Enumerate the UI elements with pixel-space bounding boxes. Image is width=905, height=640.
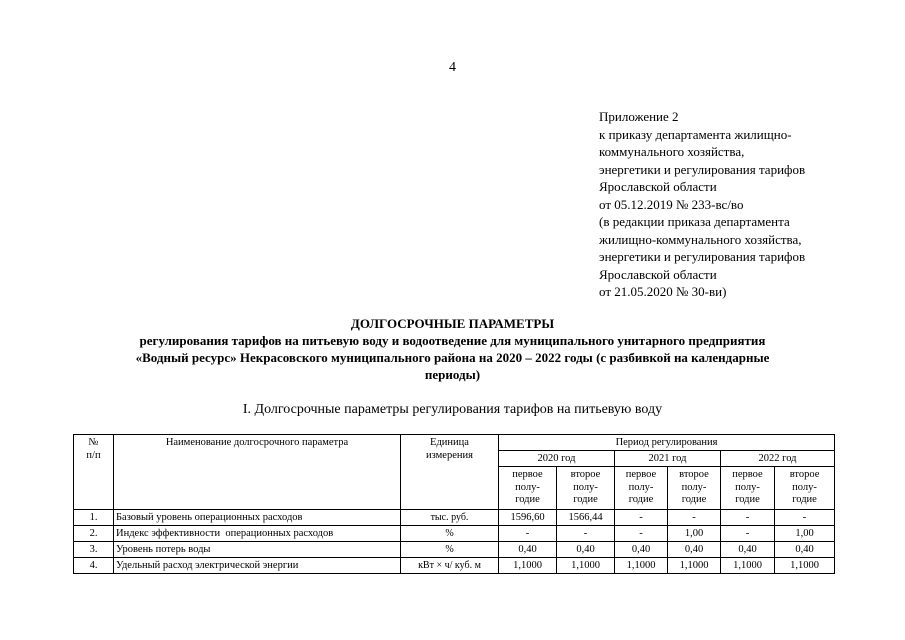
row-value: 1,1000 (557, 557, 615, 573)
row-value: - (615, 525, 668, 541)
page-number: 4 (449, 60, 456, 75)
row-num: 4. (74, 557, 114, 573)
header-year-2021: 2021 год (615, 451, 721, 467)
header-year-2022: 2022 год (721, 451, 835, 467)
appendix-line: жилищно-коммунального хозяйства, (599, 231, 802, 247)
title-line-3: «Водный ресурс» Некрасовского муниципального района на 2020 – 2022 годы (с разбивкой на календарные (135, 350, 770, 365)
row-value: - (721, 525, 775, 541)
row-value: - (775, 509, 835, 525)
header-unit: Единица измерения (401, 435, 499, 510)
appendix-line: от 05.12.2019 № 233-вс/во (599, 196, 744, 212)
appendix-line: энергетики и регулирования тарифов (599, 161, 806, 177)
row-value: 1,1000 (615, 557, 668, 573)
header-half: первое полу- годие (615, 467, 668, 510)
row-unit: % (401, 525, 499, 541)
title-line-4: периоды) (424, 367, 481, 382)
row-value: - (668, 509, 721, 525)
appendix-line: от 21.05.2020 № 30-ви) (599, 284, 727, 299)
header-half: первое полу- годие (721, 467, 775, 510)
row-value: - (721, 509, 775, 525)
row-value: 1,1000 (775, 557, 835, 573)
appendix-line: Ярославской области (599, 266, 717, 282)
document-title (60, 315, 845, 383)
row-name: Базовый уровень операционных расходов (114, 509, 401, 525)
title-line-2: регулирования тарифов на питьевую воду и водоотведение для муниципального унитарного предприятия (139, 333, 766, 348)
row-value: 1,1000 (668, 557, 721, 573)
row-num: 3. (74, 541, 114, 557)
row-value: 0,40 (721, 541, 775, 557)
row-num: 2. (74, 525, 114, 541)
row-value: - (557, 525, 615, 541)
row-name: Уровень потерь воды (114, 541, 401, 557)
header-half: второе полу- годие (775, 467, 835, 510)
table-row (74, 541, 835, 557)
row-unit: тыс. руб. (401, 509, 499, 525)
header-half: первое полу- годие (499, 467, 557, 510)
row-value: 0,40 (499, 541, 557, 557)
appendix-line: Ярославской области (599, 179, 717, 194)
appendix-line: Приложение 2 (599, 109, 679, 124)
row-value: 0,40 (557, 541, 615, 557)
row-unit: кВт × ч/ куб. м (401, 557, 499, 573)
title-line-1: ДОЛГОСРОЧНЫЕ ПАРАМЕТРЫ (350, 316, 555, 331)
table-row (74, 509, 835, 525)
row-name: Индекс эффективности операционных расходов (114, 525, 401, 541)
row-value: - (499, 525, 557, 541)
appendix-block (599, 108, 805, 301)
row-num: 1. (74, 509, 114, 525)
row-value: 0,40 (775, 541, 835, 557)
header-period: Период регулирования (499, 435, 835, 451)
row-value: 1,00 (775, 525, 835, 541)
row-value: - (615, 509, 668, 525)
header-num: № п/п (74, 435, 114, 510)
section-heading: I. Долгосрочные параметры регулирования тарифов на питьевую воду (242, 402, 663, 417)
parameters-table (73, 434, 835, 574)
row-value: 0,40 (668, 541, 721, 557)
row-unit: % (401, 541, 499, 557)
appendix-line: коммунального хозяйства, (599, 144, 745, 159)
header-half: второе полу- годие (668, 467, 721, 510)
header-year-2020: 2020 год (499, 451, 615, 467)
table-row (74, 525, 835, 541)
appendix-line: (в редакции приказа департамента (599, 214, 790, 229)
row-value: 1,00 (668, 525, 721, 541)
appendix-line: энергетики и регулирования тарифов (599, 249, 806, 264)
row-value: 1596,60 (499, 509, 557, 525)
appendix-line: к приказу департамента жилищно- (599, 126, 792, 142)
row-value: 1,1000 (721, 557, 775, 573)
row-value: 1566,44 (557, 509, 615, 525)
row-value: 1,1000 (499, 557, 557, 573)
row-value: 0,40 (615, 541, 668, 557)
table-row (74, 557, 835, 573)
row-name: Удельный расход электрической энергии (114, 557, 401, 573)
header-name: Наименование долгосрочного параметра (114, 435, 401, 510)
header-half: второе полу- годие (557, 467, 615, 510)
